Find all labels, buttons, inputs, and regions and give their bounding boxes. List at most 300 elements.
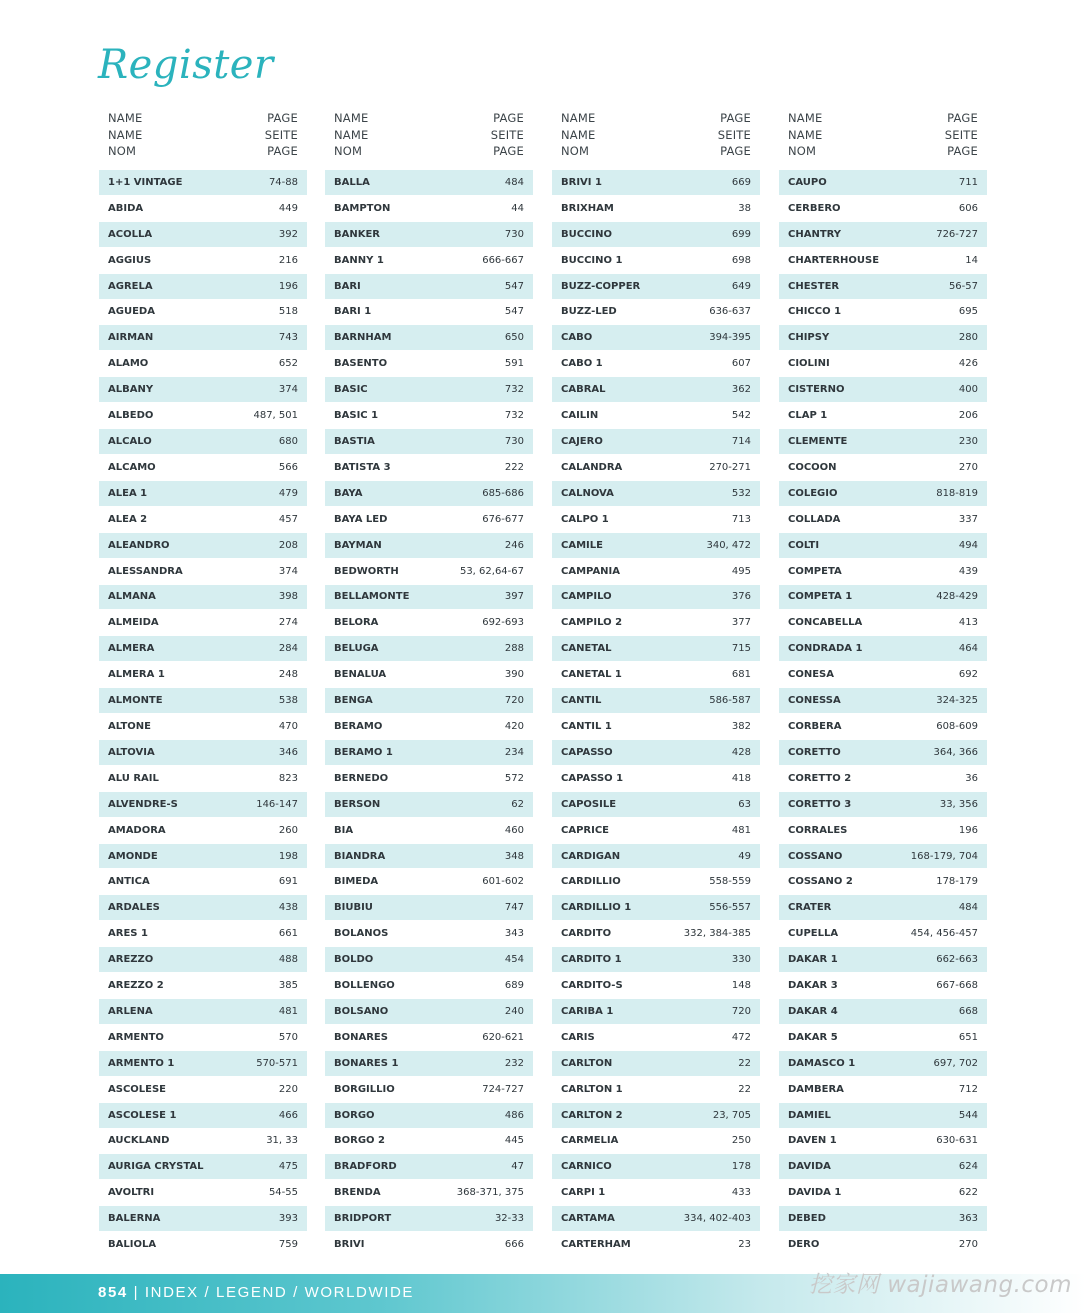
index-row [99, 507, 307, 533]
product-name: ABIDA [108, 202, 144, 214]
page-reference: 743 [278, 332, 298, 344]
index-row [325, 1232, 533, 1258]
page-reference: 348 [504, 850, 524, 862]
index-row [779, 533, 987, 559]
index-row [552, 1232, 760, 1258]
product-name: BERAMO [334, 720, 383, 732]
page-reference: 222 [504, 461, 524, 473]
header-name-label: NOM [334, 144, 363, 158]
page-reference: 484 [958, 902, 978, 914]
page-reference: 601-602 [482, 876, 524, 888]
page-reference: 63 [738, 798, 751, 810]
index-column-4 [779, 110, 987, 1258]
index-row [552, 714, 760, 740]
product-name: CORRALES [788, 824, 848, 836]
product-name: DAVIDA [788, 1161, 831, 1173]
product-name: DAMASCO 1 [788, 1057, 856, 1069]
product-name: CONCABELLA [788, 617, 863, 629]
index-row [325, 585, 533, 611]
product-name: CANETAL [561, 643, 612, 655]
column-header-line [552, 127, 760, 144]
page-reference: 720 [504, 695, 524, 707]
page-reference: 449 [278, 202, 298, 214]
page-reference: 230 [958, 436, 978, 448]
product-name: CAPASSO [561, 746, 613, 758]
product-name: ALMONTE [108, 695, 163, 707]
index-row [99, 688, 307, 714]
page-reference: 823 [278, 772, 298, 784]
header-name-label: NOM [561, 144, 590, 158]
page-reference: 650 [504, 332, 524, 344]
product-name: CALPO 1 [561, 513, 609, 525]
index-row [552, 973, 760, 999]
product-name: BIA [334, 824, 354, 836]
index-row [779, 688, 987, 714]
index-row [552, 1129, 760, 1155]
product-name: COMPETA [788, 565, 842, 577]
header-name-label: NAME [108, 111, 143, 125]
page-reference: 591 [504, 358, 524, 370]
product-name: BRADFORD [334, 1161, 397, 1173]
page-reference: 54-55 [268, 1187, 298, 1199]
index-row [779, 455, 987, 481]
header-page-label: PAGE [720, 144, 751, 158]
index-row [99, 377, 307, 403]
page-reference: 479 [278, 487, 298, 499]
index-row [99, 1129, 307, 1155]
product-name: BRENDA [334, 1187, 381, 1199]
product-name: BIMEDA [334, 876, 379, 888]
header-page-label: PAGE [267, 144, 298, 158]
index-row [99, 921, 307, 947]
index-row [552, 222, 760, 248]
page-reference: 393 [278, 1213, 298, 1225]
index-column-3 [552, 110, 760, 1258]
page-reference: 420 [504, 720, 524, 732]
page-reference: 33, 356 [939, 798, 978, 810]
product-name: ALAMO [108, 358, 149, 370]
header-page-label: PAGE [947, 144, 978, 158]
product-name: CANETAL 1 [561, 669, 622, 681]
index-row [779, 714, 987, 740]
page-reference: 390 [504, 669, 524, 681]
page-reference: 518 [278, 306, 298, 318]
index-row [99, 766, 307, 792]
index-row [99, 585, 307, 611]
page-reference: 74-88 [268, 176, 298, 188]
index-row [99, 351, 307, 377]
page-reference: 260 [278, 824, 298, 836]
index-row [552, 481, 760, 507]
product-name: AREZZO 2 [108, 980, 164, 992]
index-row [325, 403, 533, 429]
page-reference: 250 [731, 1135, 751, 1147]
page-reference: 44 [511, 202, 524, 214]
page-reference: 374 [278, 384, 298, 396]
index-row [99, 222, 307, 248]
index-row [552, 533, 760, 559]
index-row [99, 325, 307, 351]
product-name: BORGO [334, 1109, 375, 1121]
product-name: BASENTO [334, 358, 388, 370]
page-reference: 556-557 [709, 902, 751, 914]
index-row [552, 1206, 760, 1232]
register-title-script [96, 34, 286, 108]
page-reference: 661 [278, 928, 298, 940]
page-reference: 49 [738, 850, 751, 862]
index-row [779, 895, 987, 921]
page-reference: 337 [958, 513, 978, 525]
product-name: BELORA [334, 617, 379, 629]
product-name: ARLENA [108, 1005, 153, 1017]
product-name: ALU RAIL [108, 772, 159, 784]
index-row [99, 662, 307, 688]
product-name: AVOLTRI [108, 1187, 155, 1199]
page-reference: 494 [958, 539, 978, 551]
product-name: DAVIDA 1 [788, 1187, 842, 1199]
product-name: CARDITO 1 [561, 954, 622, 966]
index-row [779, 1103, 987, 1129]
product-name: CORBERA [788, 720, 842, 732]
page-reference: 428-429 [936, 591, 978, 603]
footer-text [98, 1284, 414, 1301]
index-column-2 [325, 110, 533, 1258]
index-row [99, 818, 307, 844]
product-name: CHIPSY [788, 332, 830, 344]
index-row [325, 481, 533, 507]
page-reference: 692 [958, 669, 978, 681]
index-row [779, 1025, 987, 1051]
index-row [552, 1051, 760, 1077]
index-row [552, 585, 760, 611]
index-row [779, 351, 987, 377]
product-name: CONESA [788, 669, 834, 681]
product-name: BONARES [334, 1031, 388, 1043]
index-row [552, 455, 760, 481]
page-reference: 486 [504, 1109, 524, 1121]
index-row [552, 610, 760, 636]
page-reference: 732 [504, 384, 524, 396]
product-name: CUPELLA [788, 928, 839, 940]
product-name: BAYA LED [334, 513, 388, 525]
product-name: CHESTER [788, 280, 840, 292]
product-name: CAUPO [788, 176, 827, 188]
page-reference: 724-727 [482, 1083, 524, 1095]
header-name-label: NAME [788, 111, 823, 125]
header-page-label: PAGE [493, 144, 524, 158]
product-name: BUZZ-COPPER [561, 280, 641, 292]
product-name: AURIGA CRYSTAL [108, 1161, 204, 1173]
index-row [325, 999, 533, 1025]
index-row [325, 921, 533, 947]
product-name: CHANTRY [788, 228, 842, 240]
page-reference: 538 [278, 695, 298, 707]
product-name: BONARES 1 [334, 1057, 399, 1069]
page-reference: 691 [278, 876, 298, 888]
watermark: 挖家网 wajiawang.com [808, 1272, 1072, 1298]
index-row [99, 869, 307, 895]
product-name: BRIVI 1 [561, 176, 602, 188]
index-row [99, 636, 307, 662]
page-reference: 570 [278, 1031, 298, 1043]
index-row [552, 429, 760, 455]
index-row [552, 351, 760, 377]
page-reference: 196 [958, 824, 978, 836]
index-row [325, 559, 533, 585]
page-reference: 454, 456-457 [910, 928, 978, 940]
index-row [552, 325, 760, 351]
page-reference: 146-147 [256, 798, 298, 810]
page-reference: 382 [731, 720, 751, 732]
page-reference: 364, 366 [933, 746, 978, 758]
column-header [325, 110, 533, 168]
page-reference: 23 [738, 1239, 751, 1251]
product-name: CABO 1 [561, 358, 603, 370]
header-name-label: NOM [108, 144, 137, 158]
product-name: ALEA 2 [108, 513, 148, 525]
product-name: BAYA [334, 487, 363, 499]
page-reference: 566 [278, 461, 298, 473]
product-name: CLAP 1 [788, 410, 828, 422]
page-reference: 730 [504, 228, 524, 240]
page-reference: 666 [504, 1239, 524, 1251]
page-reference: 730 [504, 436, 524, 448]
product-name: CONESSA [788, 695, 841, 707]
index-row [552, 818, 760, 844]
index-row [325, 688, 533, 714]
index-row [99, 559, 307, 585]
index-row [325, 222, 533, 248]
product-name: BATISTA 3 [334, 461, 391, 473]
header-page-label: SEITE [490, 127, 524, 142]
page-reference: 168-179, 704 [910, 850, 978, 862]
page-reference: 666-667 [482, 254, 524, 266]
page-reference: 148 [731, 980, 751, 992]
page-reference: 662-663 [936, 954, 978, 966]
product-name: DAKAR 5 [788, 1031, 838, 1043]
page-reference: 484 [504, 176, 524, 188]
header-page-label: SEITE [717, 127, 751, 142]
product-name: BUCCINO 1 [561, 254, 623, 266]
page-reference: 208 [278, 539, 298, 551]
product-name: COLTI [788, 539, 820, 551]
page-reference: 681 [731, 669, 751, 681]
page-reference: 438 [278, 902, 298, 914]
index-row [325, 973, 533, 999]
index-row [552, 1103, 760, 1129]
page-reference: 636-637 [709, 306, 751, 318]
index-row [779, 377, 987, 403]
product-name: BRIVI [334, 1239, 365, 1251]
index-row [779, 222, 987, 248]
page-reference: 439 [958, 565, 978, 577]
product-name: BORGILLIO [334, 1083, 395, 1095]
product-name: COSSANO [788, 850, 843, 862]
index-row [552, 947, 760, 973]
page-reference: 332, 384-385 [683, 928, 751, 940]
index-row [325, 1180, 533, 1206]
page-reference: 457 [278, 513, 298, 525]
product-name: BOLSANO [334, 1005, 389, 1017]
page-reference: 32-33 [494, 1213, 524, 1225]
column-header-line [779, 127, 987, 144]
page-reference: 607 [731, 358, 751, 370]
index-row [779, 999, 987, 1025]
product-name: ALBANY [108, 384, 154, 396]
index-row [779, 869, 987, 895]
index-row [779, 610, 987, 636]
product-name: AUCKLAND [108, 1135, 170, 1147]
index-row [325, 455, 533, 481]
page-reference: 377 [731, 617, 751, 629]
product-name: CALNOVA [561, 487, 614, 499]
index-row [325, 1206, 533, 1232]
product-name: COLEGIO [788, 487, 838, 499]
product-name: CARTERHAM [561, 1239, 631, 1251]
index-row [99, 999, 307, 1025]
header-name-label: NAME [788, 127, 823, 142]
index-row [552, 1154, 760, 1180]
index-row [325, 766, 533, 792]
product-name: ALMEIDA [108, 617, 159, 629]
page-reference: 620-621 [482, 1031, 524, 1043]
product-name: CARIS [561, 1031, 595, 1043]
product-name: CHARTERHOUSE [788, 254, 880, 266]
product-name: DAMBERA [788, 1083, 844, 1095]
header-name-label: NAME [561, 111, 596, 125]
index-row [552, 274, 760, 300]
index-row [99, 1206, 307, 1232]
page-reference: 178 [731, 1161, 751, 1173]
index-row [99, 1103, 307, 1129]
index-row [779, 947, 987, 973]
index-row [779, 818, 987, 844]
index-row [779, 740, 987, 766]
page-reference: 394-395 [709, 332, 751, 344]
index-row [779, 300, 987, 326]
page-reference: 475 [278, 1161, 298, 1173]
page-reference: 698 [731, 254, 751, 266]
footer-separator: | [133, 1284, 140, 1301]
product-name: BOLLENGO [334, 980, 395, 992]
product-name: DAKAR 3 [788, 980, 838, 992]
index-row [325, 1129, 533, 1155]
page-reference: 726-727 [936, 228, 978, 240]
product-name: BARI 1 [334, 306, 372, 318]
header-page-label: SEITE [264, 127, 298, 142]
product-name: CAPRICE [561, 824, 609, 836]
index-row [325, 1077, 533, 1103]
index-row [552, 507, 760, 533]
page-reference: 38 [738, 202, 751, 214]
index-row [779, 196, 987, 222]
column-header [99, 110, 307, 168]
product-name: ARMENTO [108, 1031, 164, 1043]
product-name: CERBERO [788, 202, 841, 214]
header-page-label: PAGE [267, 111, 298, 125]
page-reference: 343 [504, 928, 524, 940]
product-name: BARI [334, 280, 361, 292]
index-row [325, 636, 533, 662]
page-reference: 680 [278, 436, 298, 448]
page-number: 854 [98, 1284, 128, 1301]
page-reference: 697, 702 [933, 1057, 978, 1069]
product-name: BELUGA [334, 643, 379, 655]
product-name: ARDALES [108, 902, 160, 914]
index-row [779, 1180, 987, 1206]
page-reference: 586-587 [709, 695, 751, 707]
page-reference: 818-819 [936, 487, 978, 499]
index-row [779, 1077, 987, 1103]
index-row [99, 481, 307, 507]
product-name: BASIC 1 [334, 410, 379, 422]
page-reference: 340, 472 [706, 539, 751, 551]
index-row [779, 636, 987, 662]
page-reference: 692-693 [482, 617, 524, 629]
product-name: DAVEN 1 [788, 1135, 837, 1147]
product-name: 1+1 VINTAGE [108, 176, 183, 188]
page-reference: 544 [958, 1109, 978, 1121]
index-row [552, 1180, 760, 1206]
product-name: ALTONE [108, 720, 151, 732]
column-header [779, 110, 987, 168]
product-name: CORETTO 3 [788, 798, 852, 810]
page-reference: 622 [958, 1187, 978, 1199]
page-reference: 368-371, 375 [456, 1187, 524, 1199]
column-header-line [779, 110, 987, 127]
index-row [552, 662, 760, 688]
index-row [779, 792, 987, 818]
page-reference: 547 [504, 306, 524, 318]
product-name: CABO [561, 332, 593, 344]
page-reference: 248 [278, 669, 298, 681]
product-name: AMONDE [108, 850, 158, 862]
page-reference: 572 [504, 772, 524, 784]
index-row [99, 196, 307, 222]
column-header-line [99, 127, 307, 144]
product-name: ASCOLESE [108, 1083, 167, 1095]
page-reference: 699 [731, 228, 751, 240]
page-title [96, 34, 286, 108]
index-row [99, 714, 307, 740]
product-name: ANTICA [108, 876, 150, 888]
index-row [779, 274, 987, 300]
page-reference: 711 [958, 176, 978, 188]
index-row [325, 1154, 533, 1180]
index-row [779, 1129, 987, 1155]
index-row [779, 844, 987, 870]
index-row [325, 248, 533, 274]
product-name: CARLTON [561, 1057, 613, 1069]
product-name: AREZZO [108, 954, 154, 966]
page-reference: 413 [958, 617, 978, 629]
product-name: DAKAR 1 [788, 954, 838, 966]
index-row [552, 377, 760, 403]
index-row [99, 248, 307, 274]
page-reference: 732 [504, 410, 524, 422]
index-row [779, 1051, 987, 1077]
page-reference: 288 [504, 643, 524, 655]
page-reference: 470 [278, 720, 298, 732]
column-header-line [99, 143, 307, 160]
product-name: BASIC [334, 384, 368, 396]
index-row [552, 559, 760, 585]
product-name: BUCCINO [561, 228, 613, 240]
page-reference: 714 [731, 436, 751, 448]
product-name: ALMERA 1 [108, 669, 165, 681]
page-reference: 532 [731, 487, 751, 499]
index-row [552, 300, 760, 326]
